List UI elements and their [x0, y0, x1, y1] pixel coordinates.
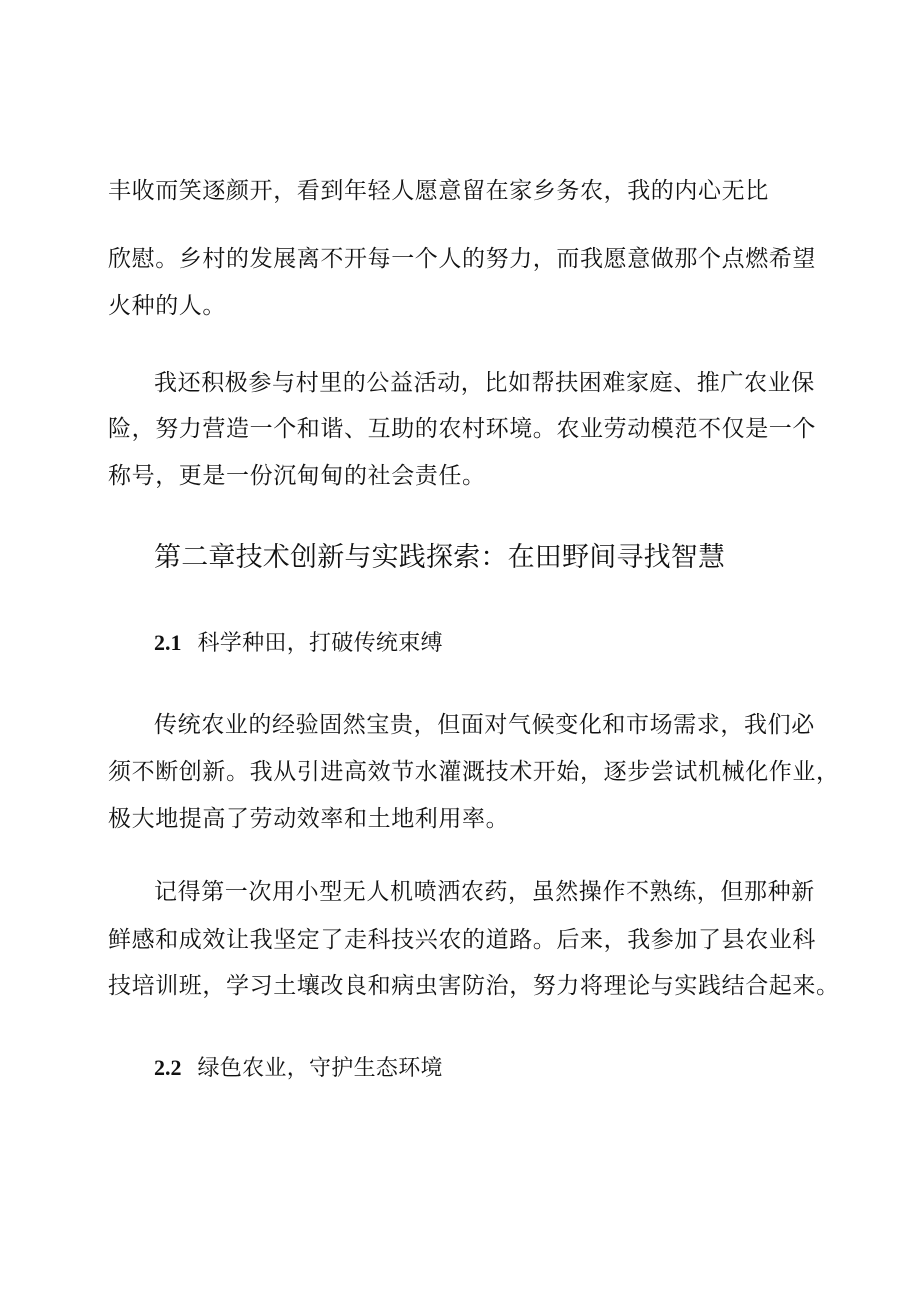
paragraph-line: 我还积极参与村里的公益活动，比如帮扶困难家庭、推广农业保 [154, 370, 815, 396]
section-number: 2.1 [154, 630, 182, 655]
section-title: 绿色农业，守护生态环境 [197, 1056, 443, 1081]
paragraph-line: 技培训班，学习土壤改良和病虫害防治，努力将理论与实践结合起来。 [108, 973, 840, 999]
paragraph-line: 鲜感和成效让我坚定了走科技兴农的道路。后来，我参加了县农业科 [108, 927, 816, 953]
section-number: 2.2 [154, 1055, 182, 1080]
paragraph-line: 极大地提高了劳动效率和土地利用率。 [108, 806, 510, 832]
paragraph-line: 险，努力营造一个和谐、互助的农村环境。农业劳动模范不仅是一个 [108, 416, 816, 442]
paragraph-line: 火种的人。 [108, 293, 226, 319]
paragraph-line: 记得第一次用小型无人机喷洒农药，虽然操作不熟练，但那种新 [154, 879, 815, 905]
paragraph-line: 称号，更是一份沉甸甸的社会责任。 [108, 463, 486, 489]
chapter-heading: 第二章技术创新与实践探索：在田野间寻找智慧 [154, 542, 726, 573]
paragraph-line: 传统农业的经验固然宝贵，但面对气候变化和市场需求，我们必 [154, 712, 815, 738]
section-title: 科学种田，打破传统束缚 [197, 631, 443, 656]
section-heading [154, 628, 443, 659]
paragraph-line: 丰收而笑逐颜开，看到年轻人愿意留在家乡务农，我的内心无比 [108, 178, 769, 204]
section-heading [154, 1053, 443, 1084]
paragraph-line: 欣慰。乡村的发展离不开每一个人的努力，而我愿意做那个点燃希望 [108, 246, 816, 272]
paragraph-line: 须不断创新。我从引进高效节水灌溉技术开始，逐步尝试机械化作业， [108, 759, 840, 785]
